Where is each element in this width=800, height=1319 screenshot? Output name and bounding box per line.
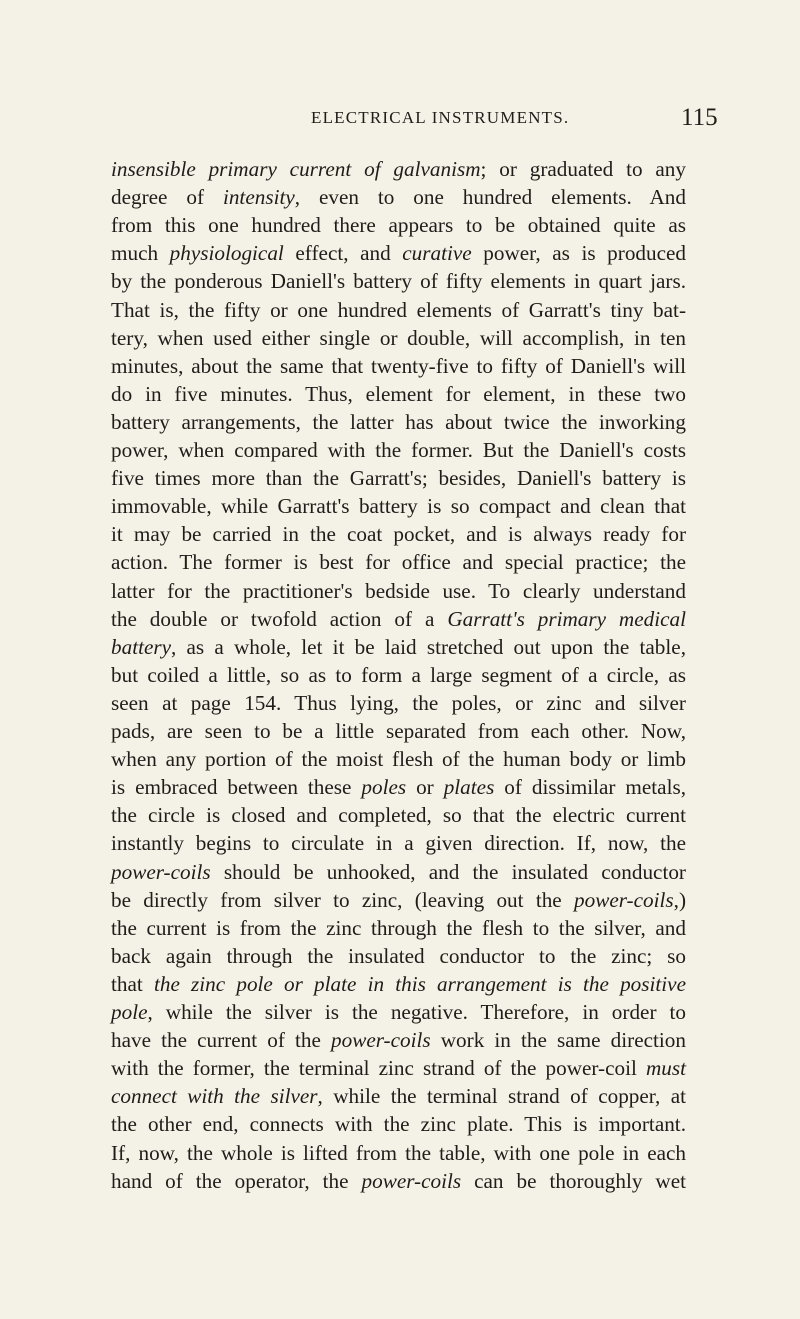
text-run: degree of (111, 185, 223, 210)
text-line (111, 829, 686, 857)
text-line (111, 548, 686, 576)
text-run: from this one hundred there appears to be obtained quite as (111, 213, 686, 238)
text-run: with the former, the terminal zinc strand of the power-coil (111, 1056, 646, 1081)
text-run: have the current of the (111, 1028, 332, 1053)
text-line (111, 605, 686, 633)
text-line (111, 970, 686, 998)
text-line (111, 717, 686, 745)
text-run: ,) (673, 887, 686, 912)
text-run: hand of the operator, the (111, 1168, 362, 1193)
text-run: of dissimilar metals, (494, 775, 687, 800)
text-line (111, 324, 686, 352)
text-run: or (406, 775, 444, 800)
italic-run: must (645, 1056, 686, 1081)
text-line (111, 914, 686, 942)
text-line (111, 296, 686, 324)
text-line (111, 492, 686, 520)
page-number: 115 (681, 104, 718, 131)
text-run: If, now, the whole is lifted from the table, with one pole in each (111, 1140, 686, 1165)
text-run: immovable, while Garratt's battery is so compact and clean that (111, 494, 686, 519)
text-run: but coiled a little, so as to form a large segment of a circle, as (111, 662, 686, 687)
text-line (111, 1026, 686, 1054)
text-run: back again through the insulated conductor to the zinc; so (111, 943, 686, 968)
text-run: effect, and (283, 241, 403, 266)
text-line (111, 745, 686, 773)
text-run: minutes, about the same that twenty-five to fifty of Daniell's will (111, 353, 686, 378)
text-line (111, 577, 686, 605)
text-run: is embraced between these (111, 775, 362, 800)
text-run: much (111, 241, 170, 266)
text-run: instantly begins to circulate in a given direction. If, now, the (111, 831, 686, 856)
text-run: five times more than the Garratt's; besides, Daniell's battery is (111, 466, 686, 491)
text-line (111, 998, 686, 1026)
text-run: ; or graduated to any (480, 157, 686, 181)
italic-run: power-coils (361, 1168, 462, 1193)
text-line (111, 886, 686, 914)
text-run: the double or twofold action of a (111, 606, 448, 631)
italic-run: poles (361, 775, 407, 800)
text-run: power, as is produced (471, 241, 687, 266)
text-run: that (111, 971, 154, 996)
text-line (111, 520, 686, 548)
italic-run: insensible (111, 157, 209, 181)
running-title: ELECTRICAL INSTRUMENTS. (311, 108, 570, 127)
text-run: , even to one hundred elements. And (294, 185, 686, 210)
text-line (111, 239, 686, 267)
text-run: , as a whole, let it be laid stretched out upon the table, (171, 634, 686, 659)
text-run: should be unhooked, and the insulated conductor (210, 859, 686, 884)
text-line (111, 1110, 686, 1138)
text-run: the current is from the zinc through the flesh to the silver, and (111, 915, 686, 940)
text-line (111, 211, 686, 239)
italic-run: power-coils (331, 1028, 431, 1053)
text-run: latter for the practitioner's bedside use. To clearly understand (111, 578, 686, 603)
text-line (111, 183, 686, 211)
text-line (111, 464, 686, 492)
text-line (111, 1082, 686, 1110)
text-line (111, 267, 686, 295)
text-run: the circle is closed and completed, so that the electric current (111, 803, 686, 828)
text-line (111, 689, 686, 717)
italic-run: plates (443, 775, 495, 800)
italic-run: primary current of galvanism (208, 157, 481, 181)
text-run: it may be carried in the coat pocket, and is always ready for (111, 522, 686, 547)
text-run: the other end, connects with the zinc plate. This is important. (111, 1112, 686, 1137)
text-line (111, 661, 686, 689)
text-line (111, 380, 686, 408)
italic-run: pole (111, 1000, 148, 1024)
text-run: can be thoroughly wet (461, 1168, 686, 1193)
text-run: seen at page 154. Thus lying, the poles, or zinc and silver (111, 690, 686, 715)
text-line (111, 1167, 686, 1195)
text-run: work in the same direction (430, 1028, 686, 1053)
text-line (111, 942, 686, 970)
text-run: That is, the fifty or one hundred elements of Garratt's tiny bat- (111, 297, 686, 322)
text-line (111, 352, 686, 380)
italic-run: power-coils (574, 887, 674, 912)
italic-run: the zinc pole or plate in this arrangement is the positive (153, 971, 686, 996)
text-line (111, 155, 686, 183)
text-run: , while the terminal strand of copper, at (317, 1084, 686, 1109)
text-line (111, 408, 686, 436)
text-run: do in five minutes. Thus, element for element, in these two (111, 381, 686, 406)
italic-run: physiological (169, 241, 284, 266)
text-line (111, 773, 686, 801)
text-run: , while the silver is the negative. Therefore, in order to (147, 1000, 686, 1024)
text-line (111, 633, 686, 661)
text-run: power, when compared with the former. But the Daniell's costs (111, 438, 686, 462)
text-line (111, 858, 686, 886)
italic-run: Garratt's primary medical (447, 606, 687, 631)
text-run: by the ponderous Daniell's battery of fifty elements in quart jars. (111, 269, 686, 294)
text-run: be directly from silver to zinc, (leaving out the (111, 887, 575, 912)
italic-run: curative (402, 241, 472, 266)
text-run: battery arrangements, the latter has about twice the inworking (111, 409, 686, 434)
text-run: pads, are seen to be a little separated from each other. Now, (111, 719, 686, 743)
italic-run: connect with the silver (111, 1084, 318, 1109)
text-line (111, 436, 686, 464)
text-run: action. The former is best for office and special practice; the (111, 550, 686, 575)
text-line (111, 1139, 686, 1167)
italic-run: battery (111, 634, 172, 659)
text-line (111, 801, 686, 829)
italic-run: power-coils (111, 859, 211, 884)
running-head (0, 104, 800, 136)
text-run: when any portion of the moist flesh of the human body or limb (111, 747, 686, 772)
text-run: tery, when used either single or double, will accomplish, in ten (111, 325, 686, 350)
text-line (111, 1054, 686, 1082)
italic-run: intensity (222, 185, 295, 210)
